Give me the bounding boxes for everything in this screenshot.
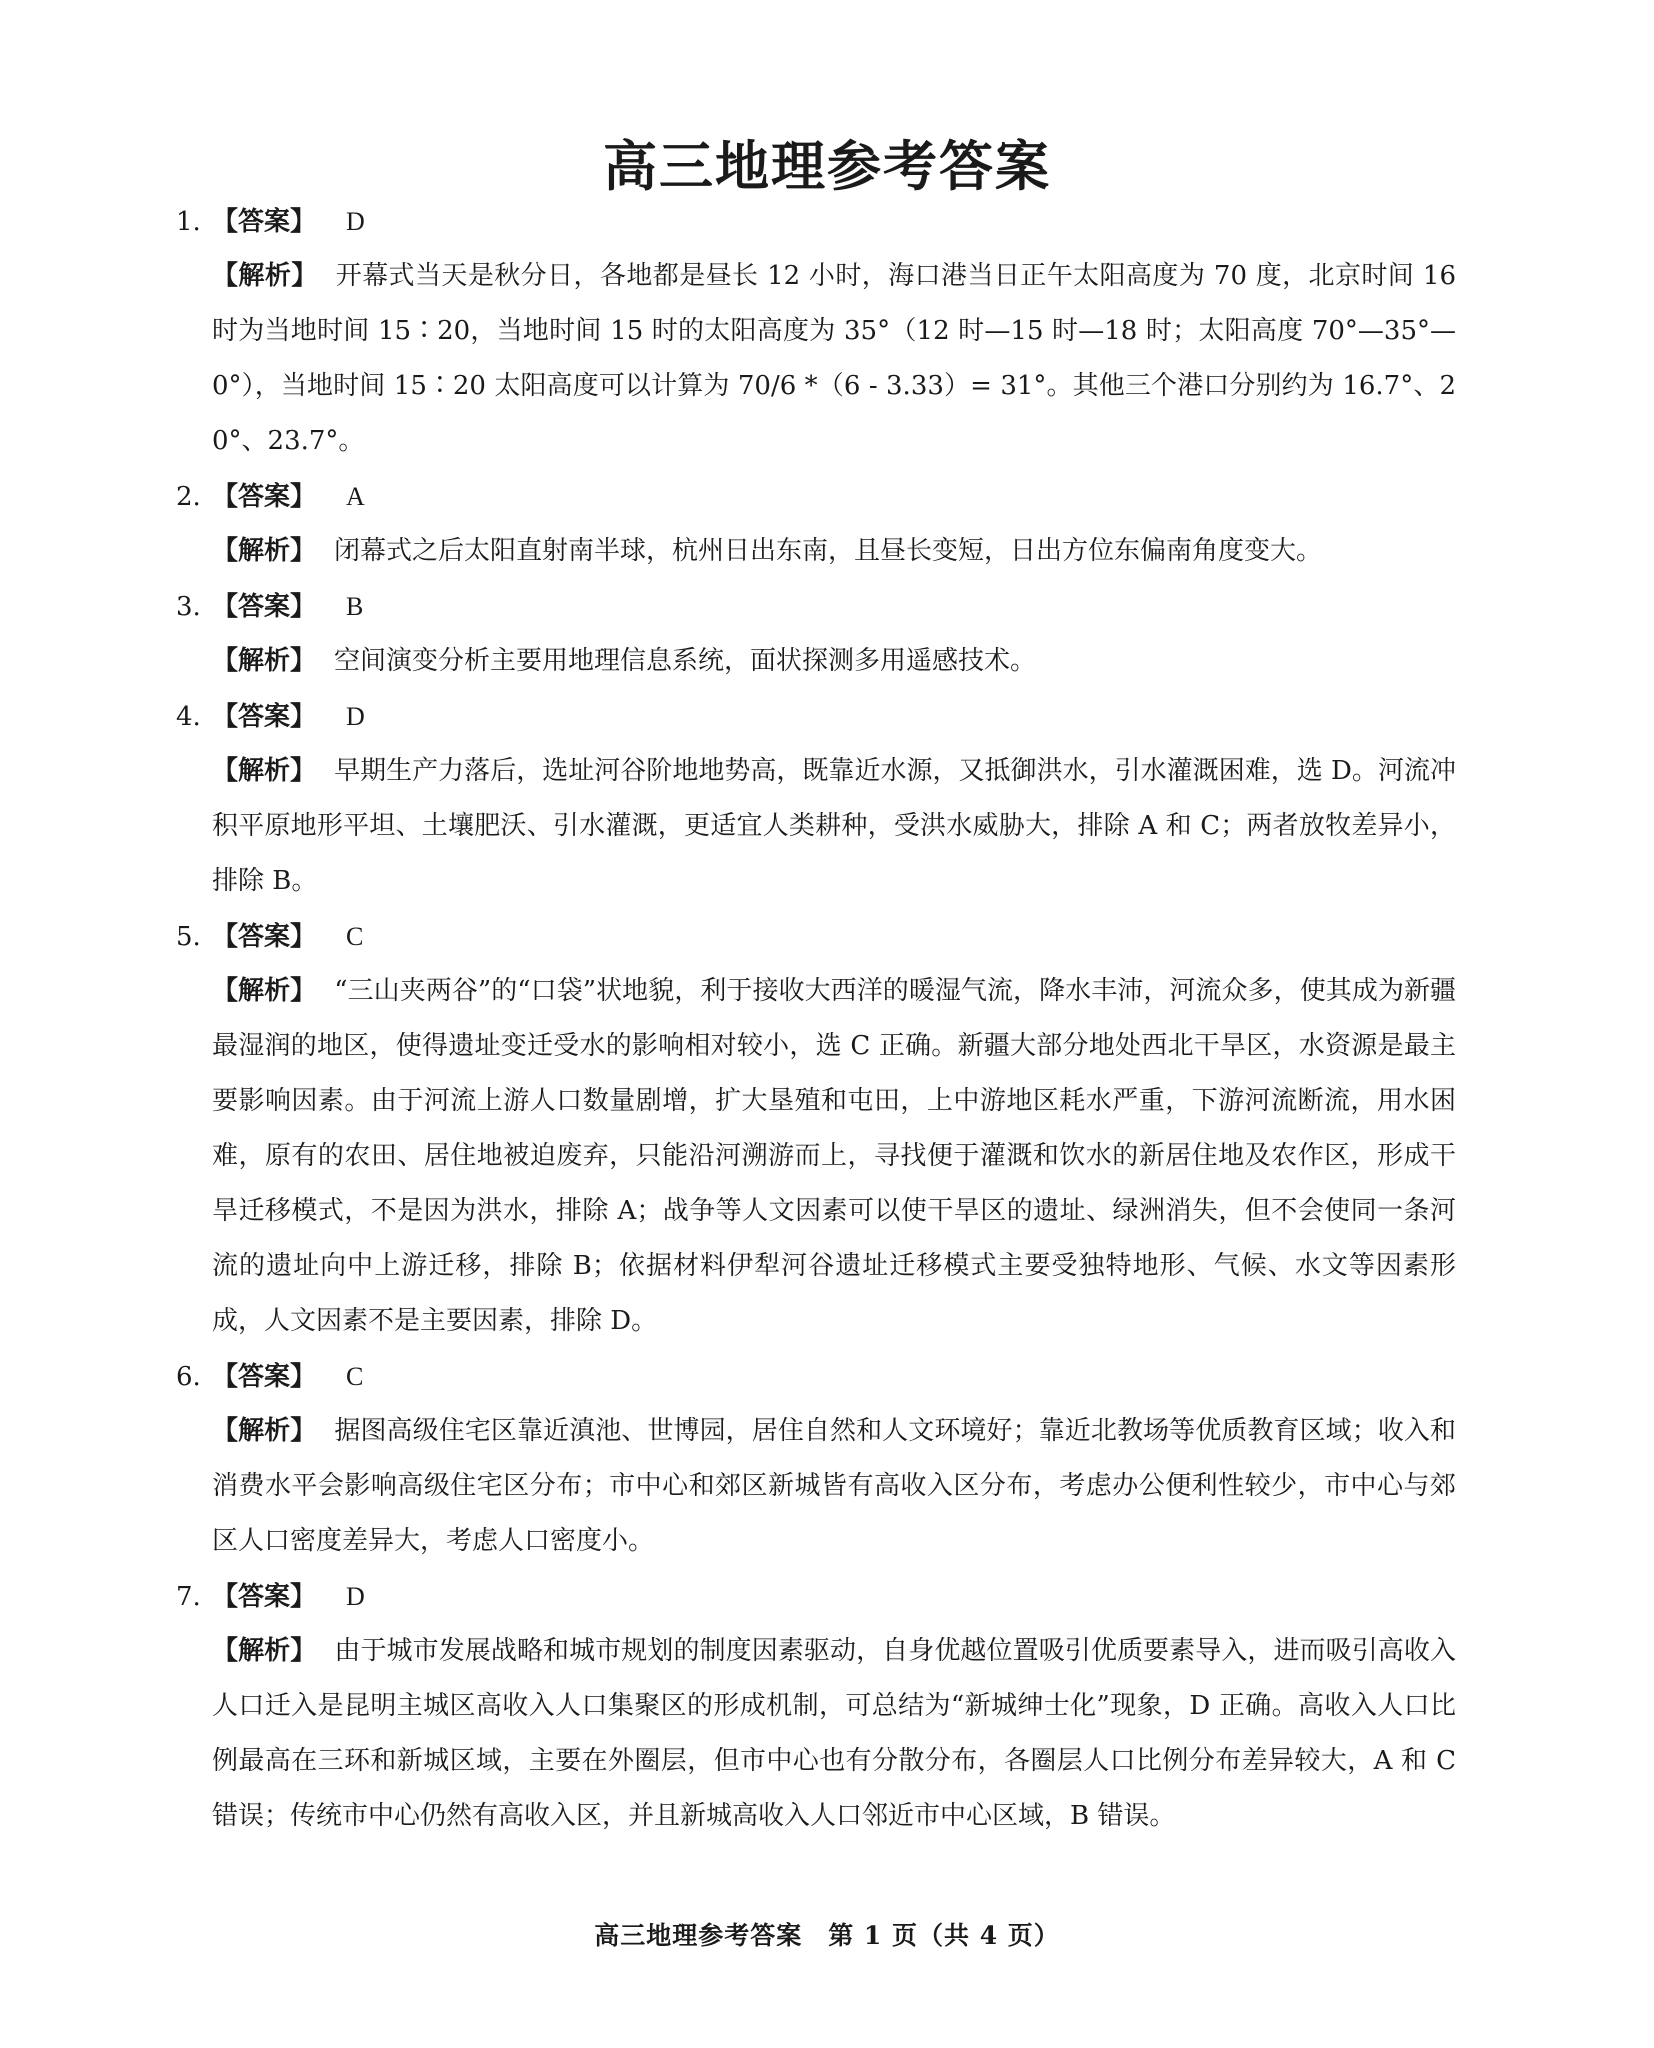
- explanation: [212, 1404, 1456, 1569]
- answer-value: D: [346, 702, 365, 731]
- answer-line: [176, 194, 1456, 249]
- question-item: [176, 909, 1456, 1349]
- answer-line: [176, 1569, 1456, 1624]
- explanation: [212, 964, 1456, 1349]
- answer-line: [176, 909, 1456, 964]
- answer-line: [176, 1349, 1456, 1404]
- answer-value: D: [346, 207, 365, 236]
- explanation: [212, 1624, 1456, 1844]
- question-number: 3.: [176, 592, 201, 622]
- page-title: 高三地理参考答案: [603, 134, 1051, 198]
- explanation-tag: 【解析】: [212, 756, 317, 786]
- question-item: [176, 469, 1456, 579]
- question-item: [176, 1569, 1456, 1844]
- explanation-tag: 【解析】: [212, 536, 317, 566]
- explanation: [212, 249, 1456, 469]
- question-number: 1.: [176, 207, 201, 237]
- question-number: 6.: [176, 1362, 201, 1392]
- explanation-text: “三山夹两谷”的“口袋”状地貌，利于接收大西洋的暖湿气流，降水丰沛，河流众多，使其成为新疆最湿润的地区，使得遗址变迁受水的影响相对较小，选 C 正确。新疆大部分地处西北干旱区，水资源是最主要影响因素。由于河流上游人口数量剧增，扩大垦殖和屯田，上中游地区耗水严重，下游河流断流，用水困难，原有的农田、居住地被迫废弃，只能沿河溯游而上，寻找便于灌溉和饮水的新居住地及农作区，形成干旱迁移模式，不是因为洪水，排除 A；战争等人文因素可以使干旱区的遗址、绿洲消失，但不会使同一条河流的遗址向中上游迁移，排除 B；依据材料伊犁河谷遗址迁移模式主要受独特地形、气候、水文等因素形成，人文因素不是主要因素，排除 D。: [212, 976, 1456, 1336]
- question-number: 5.: [176, 922, 201, 952]
- question-item: [176, 1349, 1456, 1569]
- explanation: [212, 744, 1456, 909]
- question-item: [176, 689, 1456, 909]
- answer-value: D: [346, 1582, 365, 1611]
- answer-line: [176, 689, 1456, 744]
- answer-tag: 【答案】: [212, 922, 317, 952]
- explanation-tag: 【解析】: [212, 261, 318, 291]
- answer-tag: 【答案】: [212, 482, 317, 512]
- explanation-text: 闭幕式之后太阳直射南半球，杭州日出东南，且昼长变短，日出方位东偏南角度变大。: [334, 536, 1323, 566]
- answer-value: C: [346, 1362, 364, 1391]
- answer-tag: 【答案】: [212, 1582, 317, 1612]
- question-number: 4.: [176, 702, 201, 732]
- page-footer: 高三地理参考答案 第 1 页（共 4 页）: [594, 1921, 1060, 1950]
- question-number: 7.: [176, 1582, 201, 1612]
- question-item: [176, 579, 1456, 689]
- explanation-tag: 【解析】: [212, 646, 317, 676]
- explanation-tag: 【解析】: [212, 976, 317, 1006]
- explanation-text: 早期生产力落后，选址河谷阶地地势高，既靠近水源，又抵御洪水，引水灌溉困难，选 D。河流冲积平原地形平坦、土壤肥沃、引水灌溉，更适宜人类耕种，受洪水威胁大，排除 A 和 C；两者放牧差异小，排除 B。: [212, 756, 1456, 896]
- question-number: 2.: [176, 482, 201, 512]
- answer-tag: 【答案】: [212, 207, 317, 237]
- explanation-text: 空间演变分析主要用地理信息系统，面状探测多用遥感技术。: [334, 646, 1037, 676]
- explanation: [212, 524, 1456, 579]
- explanation-tag: 【解析】: [212, 1416, 317, 1446]
- answer-line: [176, 579, 1456, 634]
- answer-list: [176, 194, 1456, 1844]
- answer-line: [176, 469, 1456, 524]
- explanation-text: 据图高级住宅区靠近滇池、世博园，居住自然和人文环境好；靠近北教场等优质教育区域；收入和消费水平会影响高级住宅区分布；市中心和郊区新城皆有高收入区分布，考虑办公便利性较少，市中心与郊区人口密度差异大，考虑人口密度小。: [212, 1416, 1456, 1556]
- explanation-text: 由于城市发展战略和城市规划的制度因素驱动，自身优越位置吸引优质要素导入，进而吸引高收入人口迁入是昆明主城区高收入人口集聚区的形成机制，可总结为“新城绅士化”现象，D 正确。高收入人口比例最高在三环和新城区域，主要在外圈层，但市中心也有分散分布，各圈层人口比例分布差异较大，A 和 C 错误；传统市中心仍然有高收入区，并且新城高收入人口邻近市中心区域，B 错误。: [212, 1636, 1456, 1831]
- explanation-tag: 【解析】: [212, 1636, 317, 1666]
- question-item: [176, 194, 1456, 469]
- answer-tag: 【答案】: [212, 592, 317, 622]
- answer-value: B: [346, 592, 364, 621]
- explanation: [212, 634, 1456, 689]
- answer-tag: 【答案】: [212, 1362, 317, 1392]
- answer-tag: 【答案】: [212, 702, 317, 732]
- answer-value: A: [346, 482, 365, 511]
- answer-value: C: [346, 922, 364, 951]
- explanation-text: 开幕式当天是秋分日，各地都是昼长 12 小时，海口港当日正午太阳高度为 70 度，北京时间 16 时为当地时间 15∶20，当地时间 15 时的太阳高度为 35°（12 时—15 时—18 时；太阳高度 70°—35°—0°），当地时间 15∶20 太阳高度可以计算为 70/6 *（6 - 3.33）= 31°。其他三个港口分别约为 16.7°、20°、23.7°。: [212, 261, 1456, 456]
